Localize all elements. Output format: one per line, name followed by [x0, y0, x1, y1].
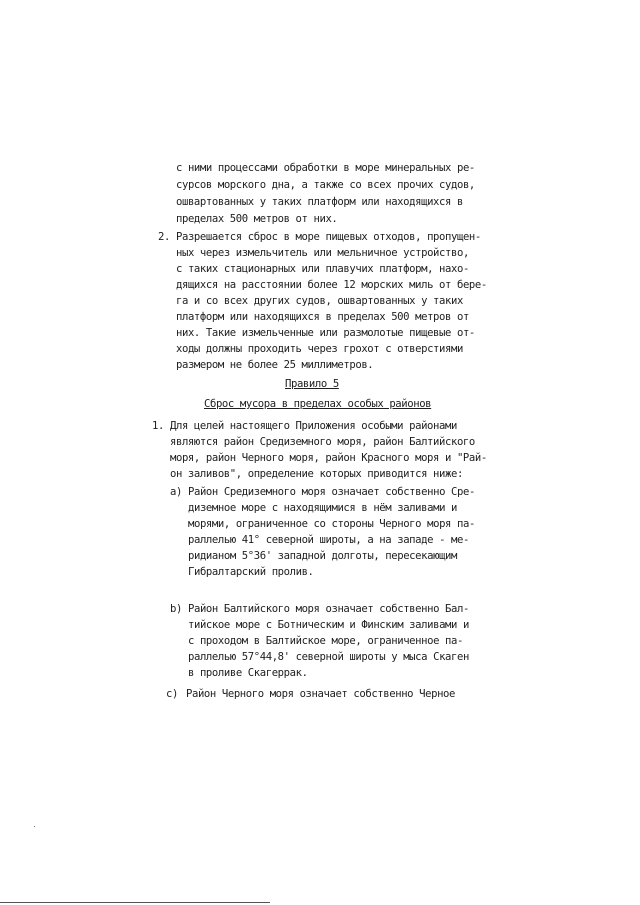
- intro-line-1: с ними процессами обработки в море минеральных ре-: [176, 162, 475, 174]
- sub-b-line-2: тийское море с Ботническим и Финским заливами и: [188, 619, 469, 631]
- item-1-line-1: Для целей настоящего Приложения особыми районами: [170, 420, 457, 432]
- item-1-line-2: являются район Средиземного моря, район Балтийского: [170, 436, 475, 448]
- sub-b-line-4: раллелью 57°44,8' северной широты у мыса Скаген: [188, 651, 469, 663]
- item-2-line-6: платформ или находящихся в пределах 500 метров от: [176, 311, 469, 323]
- sub-a-line-2: диземное море с находящимися в нём заливами и: [188, 502, 458, 514]
- item-1-line-3: моря, район Черного моря, район Красного моря и "Рай-: [170, 452, 487, 464]
- item-2-line-8: ходы должны проходить через грохот с отверстиями: [176, 343, 463, 355]
- item-2-line-7: них. Такие измельченные или размолотые пищевые от-: [176, 327, 475, 339]
- sub-a-marker: a): [170, 486, 182, 498]
- page-bottom-rule: [0, 902, 270, 903]
- item-2-line-5: га и со всех других судов, ошвартованных у таких: [176, 295, 463, 307]
- item-2-number: 2.: [158, 231, 170, 243]
- scan-speck: [34, 826, 35, 827]
- item-2-line-2: ных через измельчитель или мельничное устройство,: [176, 247, 469, 259]
- item-2-line-3: с таких стационарных или плавучих платформ, нахо-: [176, 263, 469, 275]
- rule-subheading: Сброс мусора в пределах особых районов: [204, 398, 432, 410]
- sub-a-line-5: ридианом 5°36' западной долготы, пересекающим: [188, 550, 458, 562]
- item-2-line-9: размером не более 25 миллиметров.: [176, 359, 374, 371]
- intro-line-3: ошвартованных у таких платформ или находящихся в: [176, 196, 463, 208]
- sub-a-line-6: Гибралтарский пролив.: [188, 566, 314, 578]
- sub-a-line-4: раллелью 41° северной широты, а на западе - ме-: [188, 534, 469, 546]
- item-2-line-4: дящихся на расстоянии более 12 морских миль от бере-: [176, 279, 487, 291]
- rule-heading: Правило 5: [285, 378, 339, 390]
- sub-b-line-5: в проливе Скагеррак.: [188, 667, 308, 679]
- sub-b-line-3: с проходом в Балтийское море, ограниченное па-: [188, 635, 463, 647]
- intro-line-2: сурсов морского дна, а также со всех прочих судов,: [176, 179, 475, 191]
- item-1-number: 1.: [152, 420, 164, 432]
- item-1-line-4: он заливов", определение которых приводится ниже:: [170, 468, 463, 480]
- sub-a-line-1: Район Средиземного моря означает собственно Сре-: [188, 486, 475, 498]
- intro-line-4: пределах 500 метров от них.: [176, 213, 338, 225]
- sub-b-marker: b): [170, 603, 182, 615]
- item-2-line-1: Разрешается сброс в море пищевых отходов, пропущен-: [176, 231, 481, 243]
- sub-b-line-1: Район Балтийского моря означает собственно Бал-: [188, 603, 469, 615]
- sub-c-marker: c): [166, 688, 178, 700]
- sub-c-line-1: Район Черного моря означает собственно Черное: [186, 688, 456, 700]
- sub-a-line-3: морями, ограниченное со стороны Черного моря па-: [188, 518, 475, 530]
